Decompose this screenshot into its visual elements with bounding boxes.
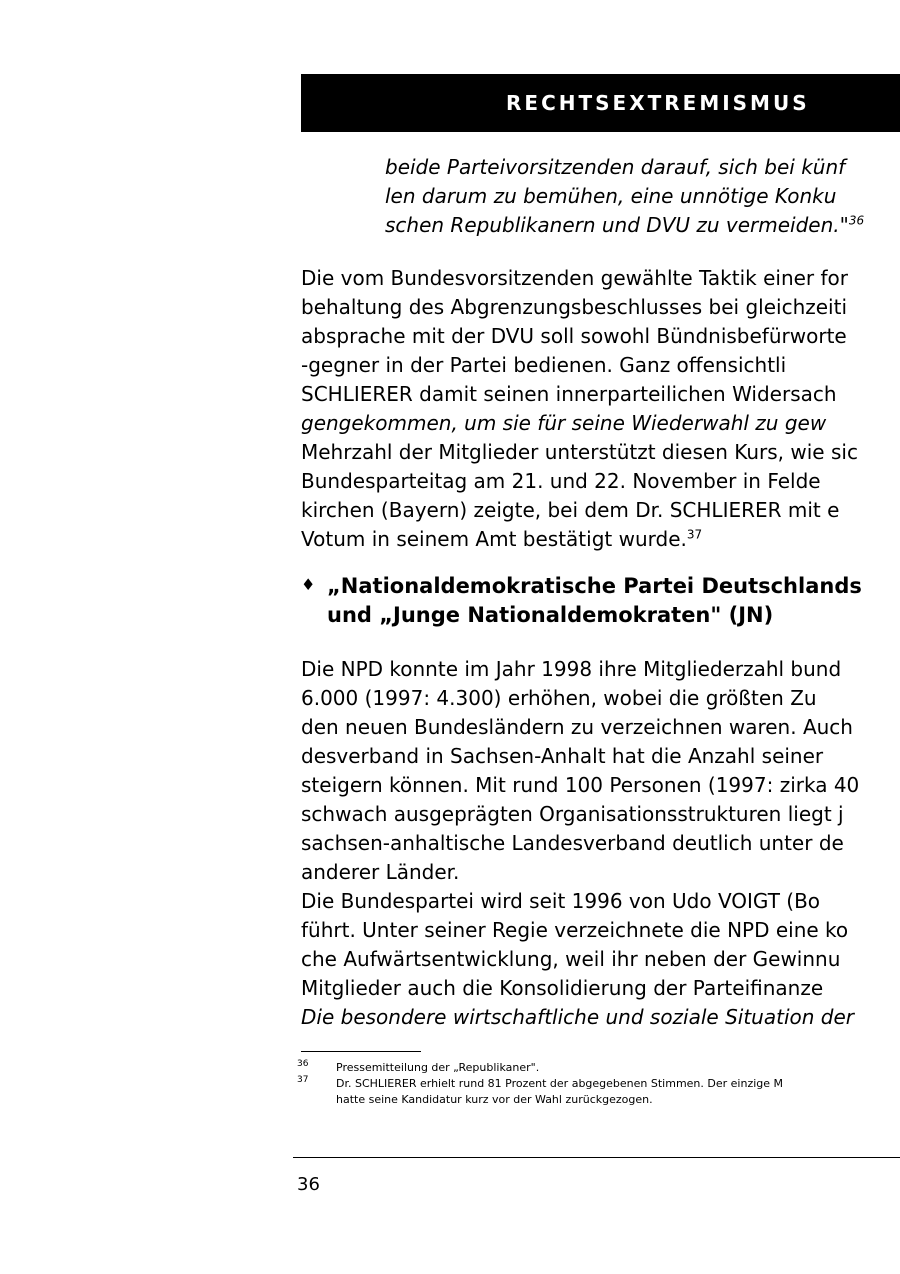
quote-line-last <box>385 212 864 238</box>
paragraph-line: Die NPD konnte im Jahr 1998 ihre Mitgliederzahl bund <box>301 657 842 681</box>
paragraph-line: desverband in Sachsen-Anhalt hat die Anzahl seiner <box>301 744 824 768</box>
quote-line: len darum zu bemühen, eine unnötige Konku <box>385 184 837 208</box>
paragraph-line: führt. Unter seiner Regie verzeichnete die NPD eine ko <box>301 918 849 942</box>
footnote-separator <box>301 1051 421 1052</box>
paragraph-line: absprache mit der DVU soll sowohl Bündnisbefürworte <box>301 324 847 348</box>
paragraph-line: steigern können. Mit rund 100 Personen (1997: zirka 40 <box>301 773 860 797</box>
paragraph-line: Die Bundespartei wird seit 1996 von Udo VOIGT (Bo <box>301 889 821 913</box>
paragraph-line: che Aufwärtsentwicklung, weil ihr neben der Gewinnu <box>301 947 841 971</box>
footnote-ref-37: 37 <box>686 527 703 542</box>
page-footer-rule <box>293 1157 900 1158</box>
footnote-text: Dr. SCHLIERER erhielt rund 81 Prozent der abgegebenen Stimmen. Der einzige M <box>336 1077 784 1090</box>
paragraph-line: -gegner in der Partei bedienen. Ganz offensichtli <box>301 353 787 377</box>
paragraph-line: behaltung des Abgrenzungsbeschlusses bei gleichzeiti <box>301 295 848 319</box>
footnote-text-continued: hatte seine Kandidatur kurz vor der Wahl zurückgezogen. <box>336 1093 653 1106</box>
paragraph-line: Mitglieder auch die Konsolidierung der Parteifinanze <box>301 976 824 1000</box>
quote-line: beide Parteivorsitzenden darauf, sich bei künf <box>385 155 846 179</box>
footnote-ref-36: 36 <box>848 213 865 228</box>
paragraph-line: SCHLIERER damit seinen innerparteilichen Widersach <box>301 382 837 406</box>
paragraph-line-text: Votum in seinem Amt bestätigt wurde. <box>301 527 687 551</box>
page-number: 36 <box>297 1174 320 1195</box>
section-heading-line2: und „Junge Nationaldemokraten" (JN) <box>327 603 774 627</box>
paragraph-line: schwach ausgeprägten Organisationsstrukturen liegt j <box>301 802 844 826</box>
paragraph-line-last <box>301 526 702 552</box>
paragraph-line: kirchen (Bayern) zeigte, bei dem Dr. SCHLIERER mit e <box>301 498 840 522</box>
paragraph-line: Die vom Bundesvorsitzenden gewählte Taktik einer for <box>301 266 849 290</box>
bullet-diamond-icon: ♦ <box>301 575 316 594</box>
paragraph-line: Die besondere wirtschaftliche und soziale Situation der <box>301 1005 854 1029</box>
paragraph-line: Mehrzahl der Mitglieder unterstützt diesen Kurs, wie sic <box>301 440 858 464</box>
paragraph-line: den neuen Bundesländern zu verzeichnen waren. Auch <box>301 715 853 739</box>
footnote-number: 36 <box>297 1059 309 1069</box>
quote-line-text: schen Republikanern und DVU zu vermeiden." <box>385 213 849 237</box>
footnote-text: Pressemitteilung der „Republikaner". <box>336 1061 540 1074</box>
section-header-title: RECHTSEXTREMISMUS <box>506 91 810 115</box>
paragraph-line: sachsen-anhaltische Landesverband deutlich unter de <box>301 831 844 855</box>
paragraph-line: Bundesparteitag am 21. und 22. November in Felde <box>301 469 821 493</box>
paragraph-line: 6.000 (1997: 4.300) erhöhen, wobei die größten Zu <box>301 686 817 710</box>
section-header-bar <box>301 74 900 132</box>
footnote-number: 37 <box>297 1075 309 1085</box>
paragraph-line: gengekommen, um sie für seine Wiederwahl zu gew <box>301 411 827 435</box>
section-heading-line1: „Nationaldemokratische Partei Deutschlands <box>327 574 862 598</box>
paragraph-line: anderer Länder. <box>301 860 460 884</box>
